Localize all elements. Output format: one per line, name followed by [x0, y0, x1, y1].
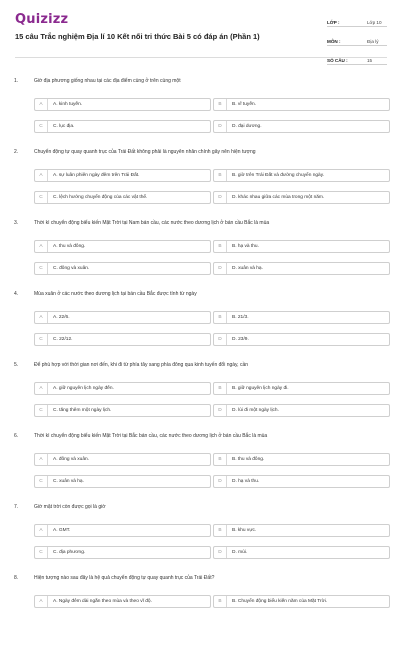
- option-text: C. địa phương.: [53, 550, 86, 555]
- option-letter: B: [214, 525, 227, 536]
- answer-option-c[interactable]: [34, 120, 211, 133]
- option-text: C. tăng thêm một ngày lịch.: [53, 408, 112, 413]
- question-header: [0, 78, 400, 92]
- question-number: 8.: [14, 575, 19, 581]
- option-text: D. đại dương.: [232, 124, 262, 129]
- answer-option-d[interactable]: [213, 333, 390, 346]
- meta-value: Địa lý: [367, 39, 379, 44]
- option-letter: A: [35, 454, 48, 465]
- meta-label: MÔN :: [327, 39, 341, 44]
- answer-option-a[interactable]: [34, 382, 211, 395]
- option-text: B. hạ và thu.: [232, 244, 259, 249]
- answer-option-b[interactable]: [213, 98, 390, 111]
- answer-option-b[interactable]: [213, 595, 390, 608]
- question-text: Giờ mặt trời còn được gọi là giờ: [34, 504, 106, 510]
- option-letter: A: [35, 525, 48, 536]
- option-letter: C: [35, 121, 48, 132]
- answer-option-b[interactable]: [213, 453, 390, 466]
- option-letter: A: [35, 170, 48, 181]
- answer-option-d[interactable]: [213, 262, 390, 275]
- answer-option-d[interactable]: [213, 546, 390, 559]
- question-text: Thời kì chuyển động biểu kiến Mặt Trời tại Nam bán cầu, các nước theo dương lịch ở bán cầu Bắc là mùa: [34, 220, 270, 226]
- answer-option-b[interactable]: [213, 524, 390, 537]
- question-item: [0, 433, 400, 504]
- option-text: C. lục địa.: [53, 124, 75, 129]
- answer-option-c[interactable]: [34, 333, 211, 346]
- option-text: B. thu và đông.: [232, 457, 265, 462]
- question-item: [0, 220, 400, 291]
- option-letter: B: [214, 454, 227, 465]
- option-letter: A: [35, 383, 48, 394]
- question-number: 6.: [14, 433, 19, 439]
- answer-option-b[interactable]: [213, 169, 390, 182]
- option-text: C. xuân và hạ.: [53, 479, 84, 484]
- option-letter: D: [214, 192, 227, 203]
- question-number: 1.: [14, 78, 19, 84]
- question-item: [0, 575, 400, 646]
- option-letter: D: [214, 476, 227, 487]
- answer-option-b[interactable]: [213, 240, 390, 253]
- option-letter: B: [214, 99, 227, 110]
- answer-option-a[interactable]: [34, 524, 211, 537]
- option-text: A. GMT.: [53, 528, 71, 533]
- answer-option-a[interactable]: [34, 453, 211, 466]
- option-letter: D: [214, 547, 227, 558]
- question-header: [0, 291, 400, 305]
- option-text: A. đông và xuân.: [53, 457, 90, 462]
- option-text: C. 22/12.: [53, 337, 73, 342]
- question-item: [0, 362, 400, 433]
- answer-option-c[interactable]: [34, 262, 211, 275]
- question-text: Giờ địa phương giống nhau tại các địa điểm cùng ở trên cùng một: [34, 78, 181, 84]
- meta-row-class: [327, 12, 387, 27]
- question-item: [0, 291, 400, 362]
- meta-value: Lớp 10: [367, 20, 382, 25]
- option-letter: A: [35, 312, 48, 323]
- option-text: C. lệch hướng chuyển động của các vật thể.: [53, 195, 148, 200]
- option-letter: B: [214, 596, 227, 607]
- option-letter: D: [214, 334, 227, 345]
- option-text: B. giữ nguyên lịch ngày đi.: [232, 386, 289, 391]
- question-text: Hiện tượng nào sau đây là hệ quả chuyển động tự quay quanh trục của Trái Đất?: [34, 575, 215, 581]
- answer-option-a[interactable]: [34, 98, 211, 111]
- question-item: [0, 78, 400, 149]
- answer-option-d[interactable]: [213, 475, 390, 488]
- option-letter: B: [214, 241, 227, 252]
- answer-option-d[interactable]: [213, 404, 390, 417]
- question-text: Chuyển động tự quay quanh trục của Trái Đất không phải là nguyên nhân chính gây nên hiện tượng: [34, 149, 256, 155]
- answer-option-d[interactable]: [213, 191, 390, 204]
- answer-option-a[interactable]: [34, 595, 211, 608]
- option-letter: C: [35, 547, 48, 558]
- question-number: 4.: [14, 291, 19, 297]
- question-number: 7.: [14, 504, 19, 510]
- option-letter: A: [35, 99, 48, 110]
- option-letter: C: [35, 476, 48, 487]
- option-text: C. đông và xuân.: [53, 266, 90, 271]
- answer-option-c[interactable]: [34, 404, 211, 417]
- question-number: 5.: [14, 362, 19, 368]
- option-text: A. 22/6.: [53, 315, 70, 320]
- header-divider: [15, 57, 387, 58]
- option-letter: C: [35, 192, 48, 203]
- option-letter: C: [35, 263, 48, 274]
- option-letter: B: [214, 383, 227, 394]
- question-text: Mùa xuân ở các nước theo dương lịch tại bán cầu Bắc được tính từ ngày: [34, 291, 197, 297]
- question-number: 3.: [14, 220, 19, 226]
- question-header: [0, 504, 400, 518]
- meta-label: SỐ CÂU :: [327, 58, 348, 63]
- answer-option-a[interactable]: [34, 169, 211, 182]
- option-letter: A: [35, 241, 48, 252]
- option-text: D. múi.: [232, 550, 248, 555]
- meta-row-subject: [327, 31, 387, 46]
- option-text: A. sự luân phiên ngày đêm trên Trái Đất.: [53, 173, 140, 178]
- option-text: B. vĩ tuyến.: [232, 102, 256, 107]
- option-letter: D: [214, 405, 227, 416]
- question-text: Để phù hợp với thời gian nơi đến, khi đi từ phía tây sang phía đông qua kinh tuyến đổi ngày, cần: [34, 362, 249, 368]
- question-number: 2.: [14, 149, 19, 155]
- question-header: [0, 433, 400, 447]
- option-letter: C: [35, 405, 48, 416]
- answer-option-a[interactable]: [34, 240, 211, 253]
- option-text: B. giờ trên Trái Đất và đường chuyển ngày.: [232, 173, 325, 178]
- question-header: [0, 575, 400, 589]
- question-header: [0, 149, 400, 163]
- answer-option-c[interactable]: [34, 191, 211, 204]
- answer-option-b[interactable]: [213, 311, 390, 324]
- option-text: B. khu vực.: [232, 528, 257, 533]
- option-text: D. hạ và thu.: [232, 479, 260, 484]
- option-text: D. 23/9.: [232, 337, 249, 342]
- option-text: A. thu và đông.: [53, 244, 86, 249]
- question-item: [0, 504, 400, 575]
- answer-option-c[interactable]: [34, 475, 211, 488]
- meta-value: 15: [367, 58, 373, 63]
- option-letter: C: [35, 334, 48, 345]
- option-letter: B: [214, 170, 227, 181]
- quizizz-logo: Quizizz: [15, 12, 69, 27]
- question-header: [0, 362, 400, 376]
- option-text: A. giữ nguyên lịch ngày đến.: [53, 386, 114, 391]
- question-header: [0, 220, 400, 234]
- page-title: 15 câu Trắc nghiệm Địa lí 10 Kết nối tri thức Bài 5 có đáp án (Phần 1): [15, 32, 260, 41]
- option-text: A. Ngày đêm dài ngắn theo mùa và theo vĩ độ.: [53, 599, 152, 604]
- option-letter: A: [35, 596, 48, 607]
- option-letter: D: [214, 263, 227, 274]
- option-letter: D: [214, 121, 227, 132]
- question-list: [0, 78, 400, 646]
- answer-option-a[interactable]: [34, 311, 211, 324]
- option-text: D. khác nhau giữa các mùa trong một năm.: [232, 195, 325, 200]
- option-text: B. Chuyển động biểu kiến năm của Mặt Trời.: [232, 599, 328, 604]
- question-text: Thời kì chuyển động biểu kiến Mặt Trời tại Bắc bán cầu, các nước theo dương lịch ở bán cầu Bắc là mùa: [34, 433, 268, 439]
- option-text: D. xuân và hạ.: [232, 266, 263, 271]
- answer-option-d[interactable]: [213, 120, 390, 133]
- option-text: A. kinh tuyến.: [53, 102, 83, 107]
- option-text: B. 21/3.: [232, 315, 249, 320]
- question-item: [0, 149, 400, 220]
- answer-option-b[interactable]: [213, 382, 390, 395]
- worksheet-meta: [327, 12, 387, 69]
- option-letter: B: [214, 312, 227, 323]
- option-text: D. lùi đi một ngày lịch.: [232, 408, 279, 413]
- meta-label: LỚP :: [327, 20, 340, 25]
- answer-option-c[interactable]: [34, 546, 211, 559]
